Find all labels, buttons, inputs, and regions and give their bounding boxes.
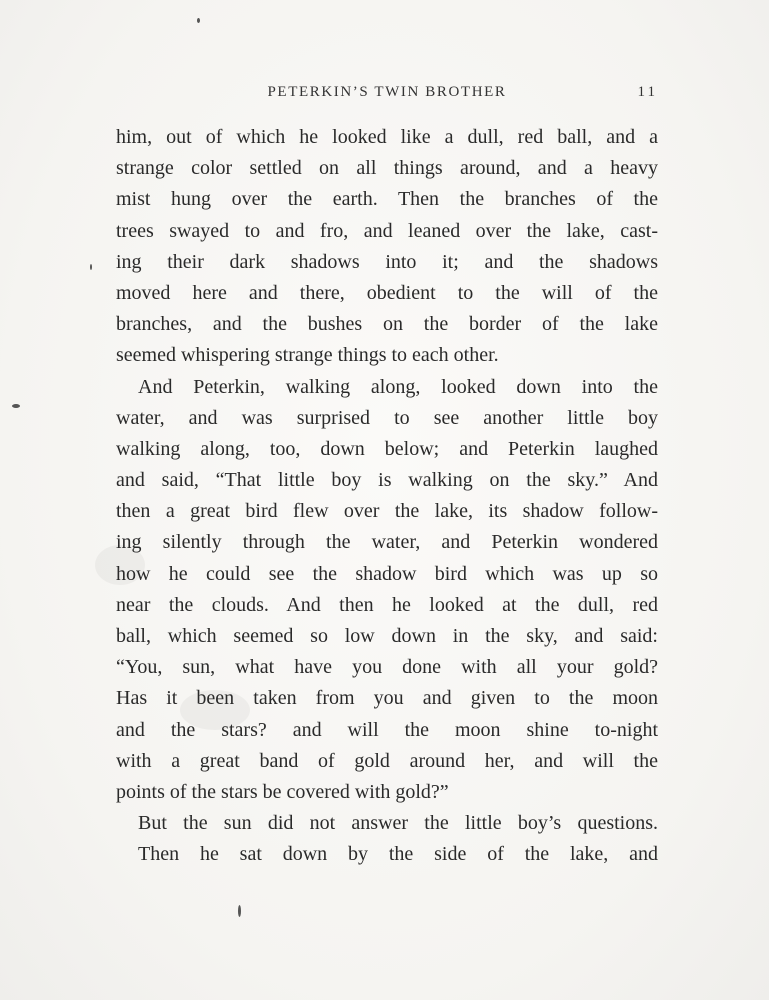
text-line: ball, which seemed so low down in the sky, and said: — [116, 625, 658, 647]
running-title: PETERKIN’S TWIN BROTHER — [267, 84, 507, 100]
text-line: near the clouds. And then he looked at the dull, red — [116, 593, 658, 616]
text-line: water, and was surprised to see another little boy — [116, 406, 658, 429]
text-line: And Peterkin, walking along, looked down into the — [138, 375, 658, 398]
text-line: “You, sun, what have you done with all your gold? — [116, 656, 658, 679]
text-line: him, out of which he looked like a dull, red ball, and a — [116, 126, 658, 148]
text-line: then a great bird flew over the lake, its shadow follow- — [116, 500, 658, 523]
text-line: with a great band of gold around her, and will the — [116, 749, 658, 772]
text-line: strange color settled on all things around, and a heavy — [116, 157, 658, 180]
text-line: Has it been taken from you and given to the moon — [116, 687, 658, 710]
text-line: seemed whispering strange things to each other. — [116, 344, 499, 367]
paper-speck — [90, 264, 92, 270]
paper-speck — [238, 905, 241, 917]
text-line: how he could see the shadow bird which was up so — [116, 562, 658, 585]
page-number: 11 — [637, 84, 658, 100]
text-line: walking along, too, down below; and Peterkin laughed — [116, 437, 658, 460]
body-text — [116, 122, 658, 871]
text-line: points of the stars be covered with gold?” — [116, 780, 449, 803]
text-line: Then he sat down by the side of the lake, and — [138, 843, 658, 866]
text-line: ing their dark shadows into it; and the shadows — [116, 250, 658, 273]
paper-speck — [197, 18, 200, 23]
text-line: trees swayed to and fro, and leaned over the lake, cast- — [116, 219, 658, 242]
text-line: mist hung over the earth. Then the branches of the — [116, 188, 658, 211]
text-line: But the sun did not answer the little boy’s questions. — [138, 812, 658, 835]
text-line: ing silently through the water, and Peterkin wondered — [116, 531, 658, 554]
text-line: and the stars? and will the moon shine to-night — [116, 718, 658, 741]
paper-speck — [12, 404, 20, 408]
text-line: moved here and there, obedient to the will of the — [116, 281, 658, 304]
text-line: branches, and the bushes on the border of the lake — [116, 313, 658, 336]
text-line: and said, “That little boy is walking on the sky.” And — [116, 469, 658, 492]
running-header — [116, 84, 658, 106]
